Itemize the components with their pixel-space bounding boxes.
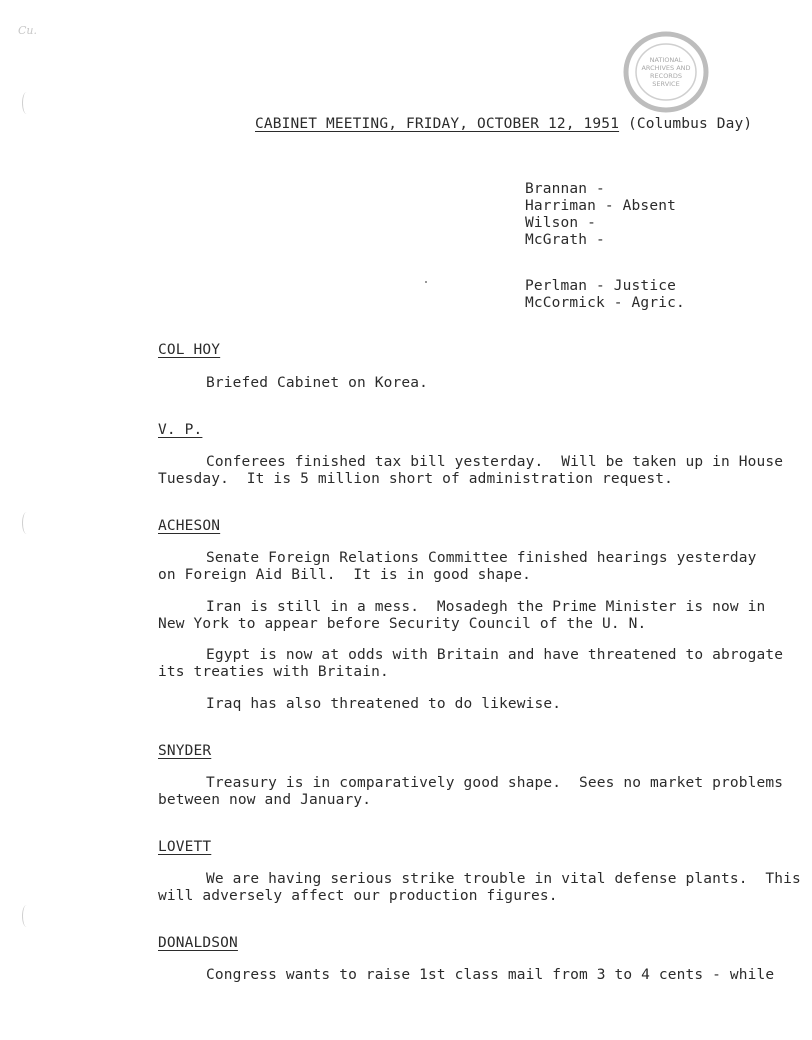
paragraph-line: Treasury is in comparatively good shape. Sees no market problems: [206, 775, 784, 791]
section-heading-lovett: LOVETT: [158, 839, 212, 855]
paragraph-line: Tuesday. It is 5 million short of administration request.: [158, 471, 674, 487]
paragraph-line: Briefed Cabinet on Korea.: [206, 375, 428, 391]
page-title: [255, 115, 752, 133]
paragraph-line: on Foreign Aid Bill. It is in good shape.: [158, 567, 531, 583]
section-heading-col-hoy: COL HOY: [158, 342, 221, 358]
paragraph-line: Congress wants to raise 1st class mail from 3 to 4 cents - while: [206, 967, 775, 983]
paragraph-line: will adversely affect our production figures.: [158, 888, 558, 904]
attendance-line: Harriman - Absent: [525, 198, 676, 214]
substitute-line: Perlman - Justice: [525, 278, 676, 294]
paragraph-line: between now and January.: [158, 792, 372, 808]
title-suffix: (Columbus Day): [619, 116, 753, 132]
margin-hole-mark: [22, 92, 31, 114]
archive-stamp-icon: [622, 30, 710, 114]
paragraph-line: Egypt is now at odds with Britain and have threatened to abrogate: [206, 647, 784, 663]
section-heading-acheson: ACHESON: [158, 518, 221, 534]
stamp-line-2: ARCHIVES AND: [641, 64, 691, 72]
paragraph-line: Iran is still in a mess. Mosadegh the Prime Minister is now in: [206, 599, 766, 615]
substitute-line: McCormick - Agric.: [525, 295, 685, 311]
paragraph-line: Iraq has also threatened to do likewise.: [206, 696, 562, 712]
margin-hole-mark: [22, 905, 31, 927]
ink-speck: [425, 281, 427, 283]
paragraph-line: Senate Foreign Relations Committee finished hearings yesterday: [206, 550, 757, 566]
margin-note: Cu.: [18, 24, 37, 37]
attendance-line: Brannan -: [525, 181, 605, 197]
attendance-line: McGrath -: [525, 232, 605, 248]
stamp-line-1: NATIONAL: [649, 56, 683, 64]
title-main: CABINET MEETING, FRIDAY, OCTOBER 12, 1951: [255, 116, 620, 132]
attendance-line: Wilson -: [525, 215, 597, 231]
paragraph-line: New York to appear before Security Council of the U. N.: [158, 616, 647, 632]
stamp-line-4: SERVICE: [652, 80, 680, 88]
paragraph-line: We are having serious strike trouble in vital defense plants. This: [206, 871, 801, 887]
margin-hole-mark: [22, 512, 31, 534]
section-heading-donaldson: DONALDSON: [158, 935, 238, 951]
section-heading-vp: V. P.: [158, 422, 203, 438]
stamp-line-3: RECORDS: [650, 72, 682, 80]
paragraph-line: Conferees finished tax bill yesterday. Will be taken up in House: [206, 454, 784, 470]
paragraph-line: its treaties with Britain.: [158, 664, 389, 680]
section-heading-snyder: SNYDER: [158, 743, 212, 759]
